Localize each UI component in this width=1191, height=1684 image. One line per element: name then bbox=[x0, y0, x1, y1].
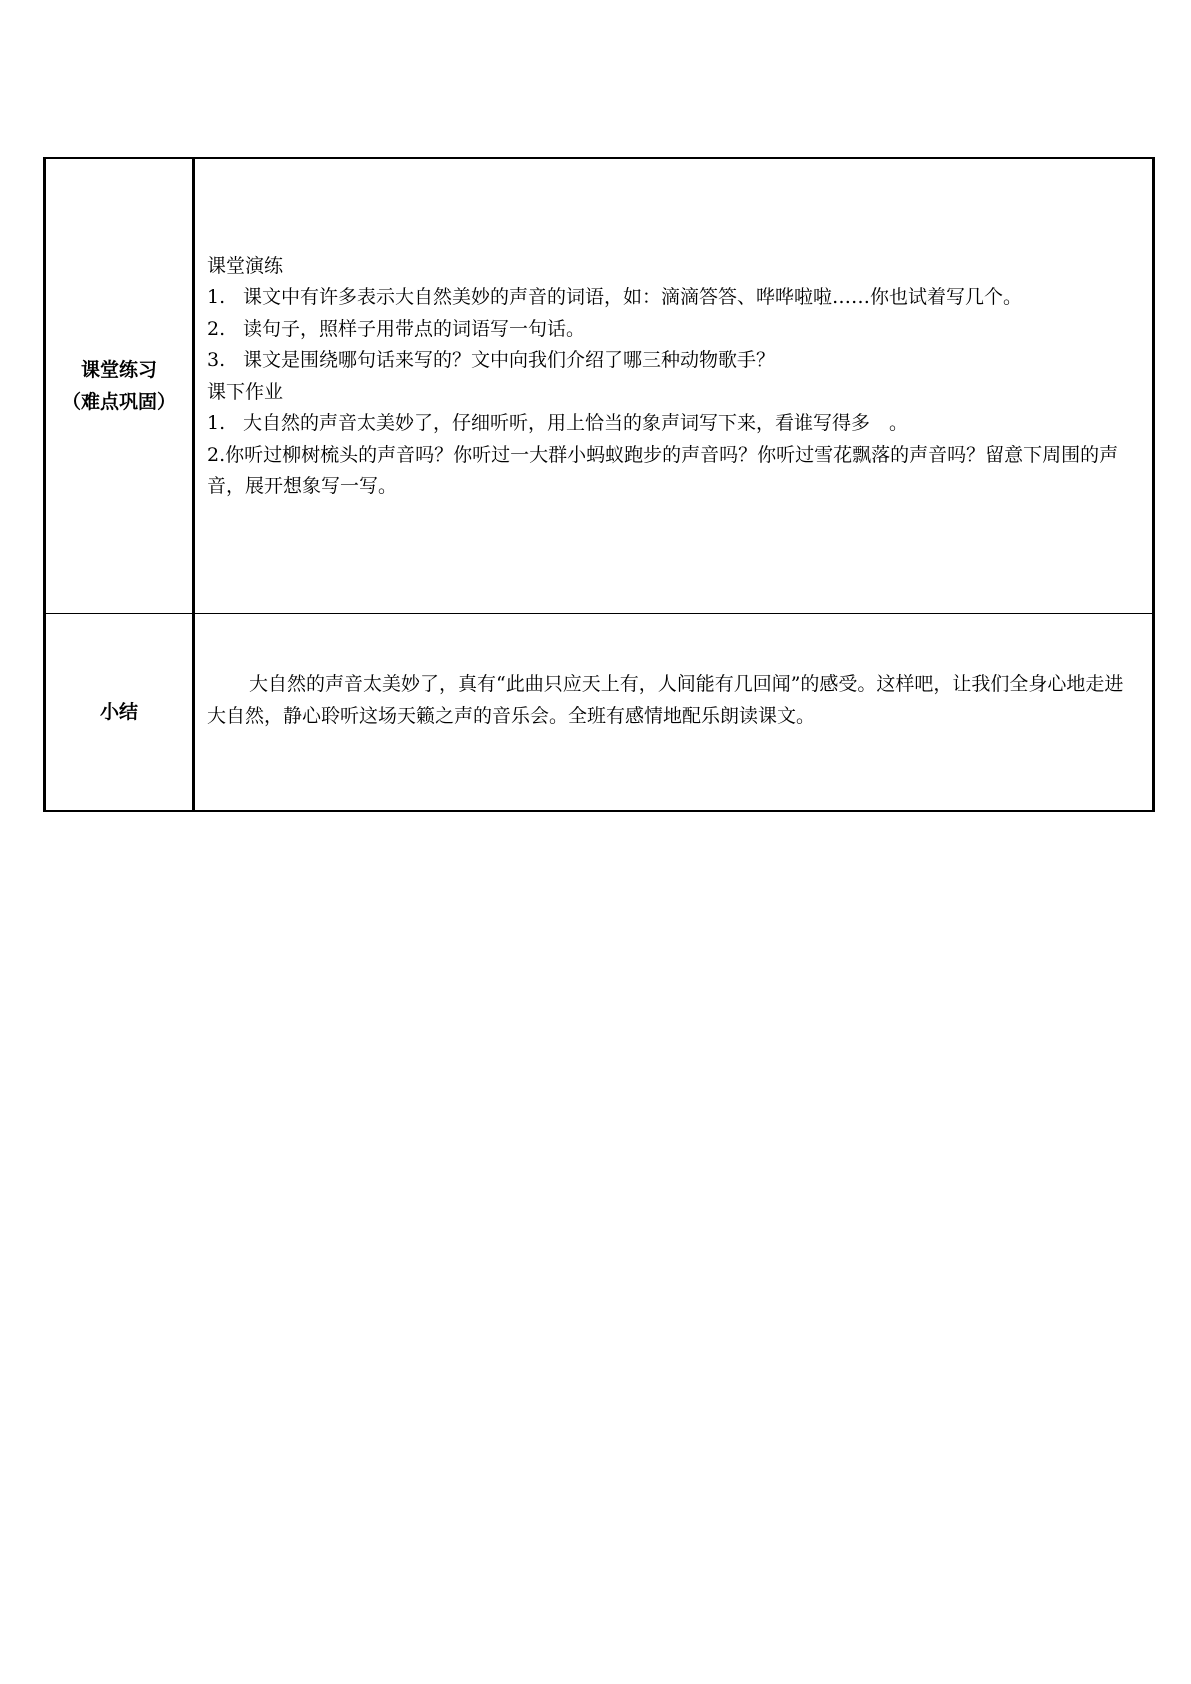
drill-item-2 bbox=[207, 314, 1140, 346]
practice-content bbox=[195, 251, 1152, 503]
drill-item-1 bbox=[207, 282, 1140, 314]
drill-item-text: 读句子，照样子用带点的词语写一句话。 bbox=[243, 317, 586, 340]
summary-content-cell bbox=[194, 613, 1154, 811]
homework-heading: 课下作业 bbox=[207, 380, 284, 403]
homework-item-2: 2.你听过柳树梳头的声音吗？你听过一大群小蚂蚁跑步的声音吗？你听过雪花飘落的声音吗？留意下周围的声音，展开想象写一写。 bbox=[207, 443, 1119, 498]
summary-text: 大自然的声音太美妙了，真有“此曲只应天上有，人间能有几回闻”的感受。这样吧，让我们全身心地走进大自然，静心聆听这场天籁之声的音乐会。全班有感情地配乐朗读课文。 bbox=[207, 673, 1124, 727]
drill-item-text: 课文中有许多表示大自然美妙的声音的词语，如：滴滴答答、哗哗啦啦……你也试着写几个。 bbox=[243, 286, 1023, 309]
drill-item-number: 3. bbox=[207, 349, 226, 372]
drill-item-text: 课文是围绕哪句话来写的？文中向我们介绍了哪三种动物歌手？ bbox=[243, 349, 776, 372]
homework-item-text: 大自然的声音太美妙了，仔细听听，用上恰当的象声词写下来，看谁写得多 。 bbox=[243, 412, 909, 435]
practice-sublabel: （难点巩固） bbox=[61, 390, 176, 413]
classroom-drill-heading: 课堂演练 bbox=[207, 254, 284, 277]
drill-item-3 bbox=[207, 345, 1140, 377]
practice-content-cell bbox=[194, 158, 1154, 613]
practice-row bbox=[45, 158, 1154, 613]
lesson-plan-table bbox=[43, 157, 1155, 812]
summary-row bbox=[45, 613, 1154, 811]
drill-item-number: 1. bbox=[207, 286, 226, 309]
summary-label-cell bbox=[45, 613, 194, 811]
homework-item-number: 1. bbox=[207, 412, 226, 435]
practice-label: 课堂练习 bbox=[80, 358, 157, 381]
summary-label: 小结 bbox=[99, 700, 138, 723]
drill-item-number: 2. bbox=[207, 317, 226, 340]
practice-label-cell bbox=[45, 158, 194, 613]
homework-item-1 bbox=[207, 408, 1140, 440]
